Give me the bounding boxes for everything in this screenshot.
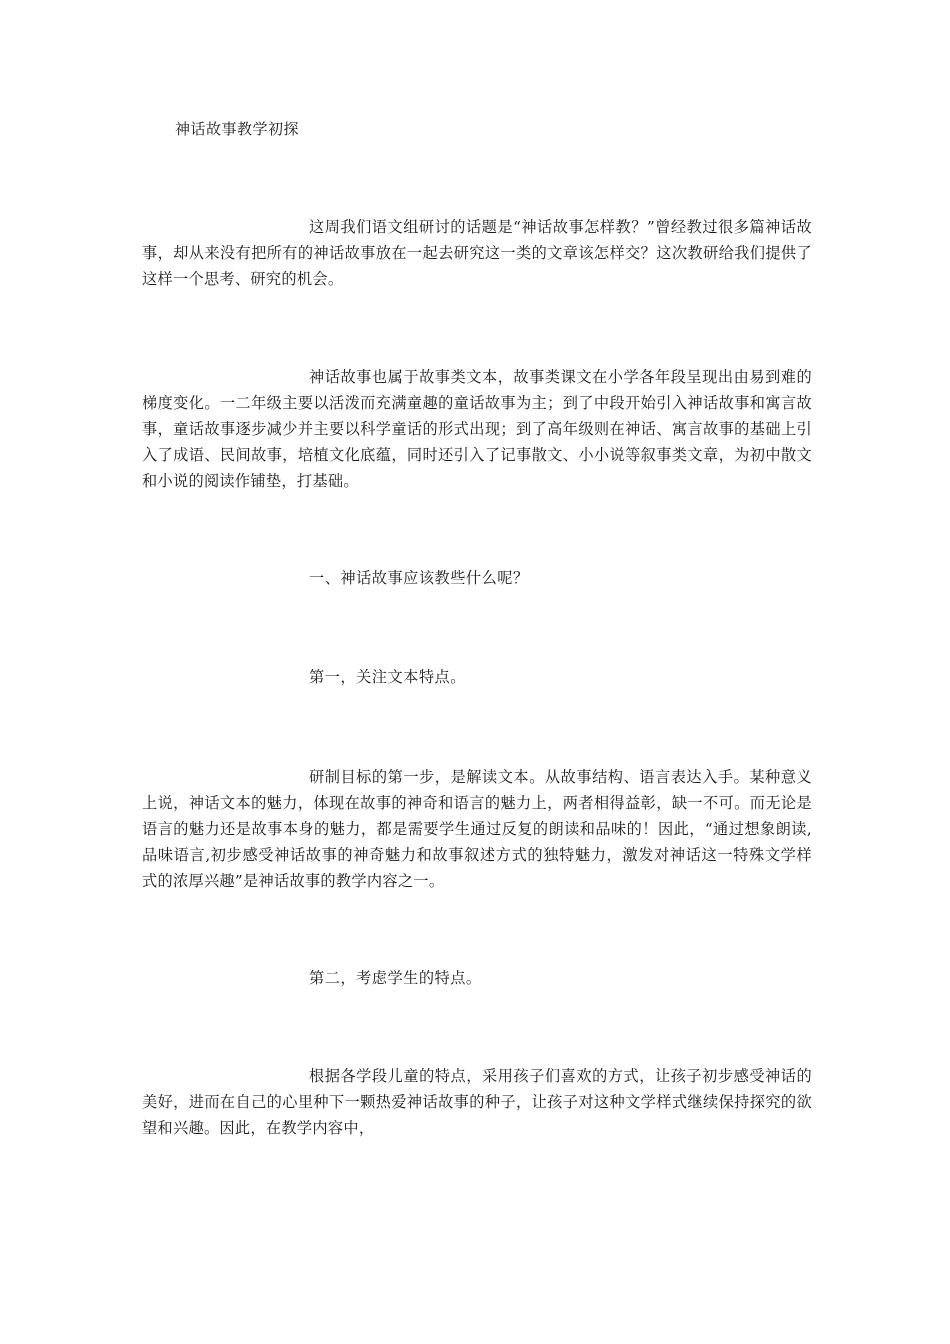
paragraph-story-types: 神话故事也属于故事类文本，故事类课文在小学各年段呈现出由易到难的梯度变化。一二年级主要以活泼而充满童趣的童话故事为主；到了中段开始引入神话故事和寓言故事，童话故事逐步减少并主要以科学童话的形式出现；到了高年级则在神话、寓言故事的基础上引入了成语、民间故事，培植文化底蕴，同时还引入了记事散文、小小说等叙事类文章，为初中散文和小说的阅读作铺垫，打基础。 — [142, 368, 812, 490]
section-heading-what-to-teach: 一、神话故事应该教些什么呢？ — [309, 569, 529, 587]
document-title: 神话故事教学初探 — [175, 120, 300, 138]
paragraph-intro: 这周我们语文组研讨的话题是“神话故事怎样教？”曾经教过很多篇神话故事，却从来没有把所有的神话故事放在一起去研究这一类的文章该怎样交？这次教研给我们提供了这样一个思考、研究的机会。 — [142, 218, 812, 288]
subheading-student-features: 第二，考虑学生的特点。 — [309, 969, 482, 987]
paragraph-text-features: 研制目标的第一步，是解读文本。从故事结构、语言表达入手。某种意义上说，神话文本的魅力，体现在故事的神奇和语言的魅力上，两者相得益彰，缺一不可。而无论是语言的魅力还是故事本身的魅力，都是需要学生通过反复的朗读和品味的！因此，“通过想象朗读,品味语言,初步感受神话故事的神奇魅力和故事叙述方式的独特魅力，激发对神话这一特殊文学样式的浓厚兴趣”是神话故事的教学内容之一。 — [142, 768, 812, 890]
paragraph-student-features: 根据各学段儿童的特点，采用孩子们喜欢的方式，让孩子初步感受神话的美好，进而在自己的心里种下一颗热爱神话故事的种子，让孩子对这种文学样式继续保持探究的欲望和兴趣。因此，在教学内容中， — [142, 1067, 812, 1137]
subheading-text-features: 第一，关注文本特点。 — [309, 668, 466, 686]
